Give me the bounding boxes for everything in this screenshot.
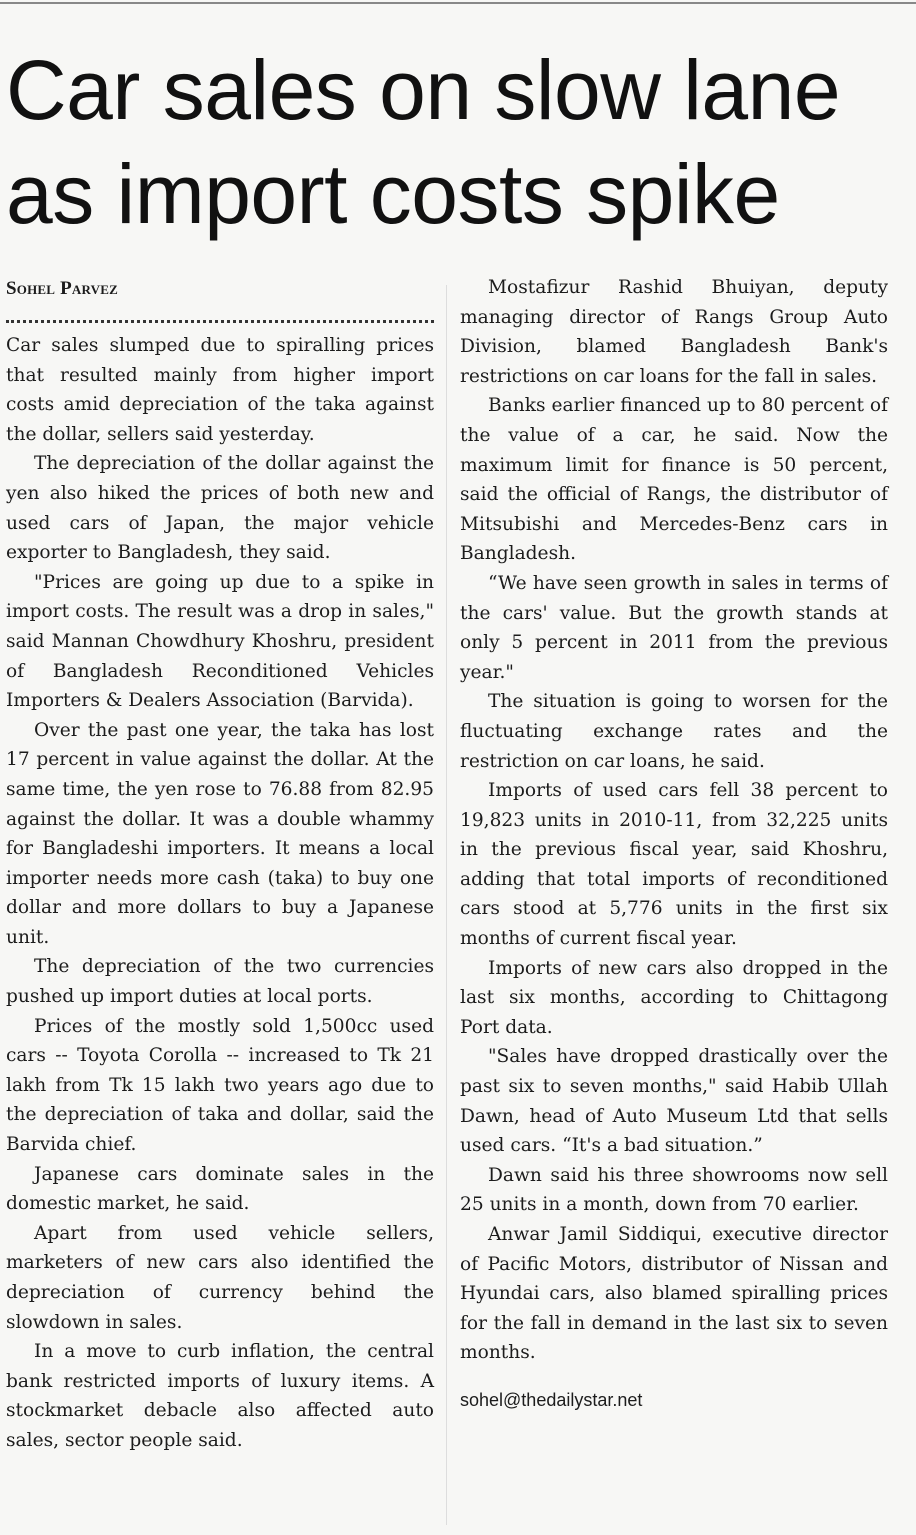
dotted-divider [6,320,434,323]
paragraph: Apart from used vehicle sellers, marketers of new cars also identified the depreciation of currency behind the slowdown in sales. [6,1222,434,1333]
paragraph: Imports of used cars fell 38 percent to 19,823 units in 2010-11, from 32,225 units in the previous fiscal year, said Khoshru, adding that total imports of reconditioned cars stood at 5,776 units in the first six months of current fiscal year. [460,780,888,950]
paragraph: Imports of new cars also dropped in the last six months, according to Chittagong Port data. [460,957,888,1038]
paragraph: The depreciation of the two currencies pushed up import duties at local ports. [6,956,434,1008]
paragraph: Car sales slumped due to spiralling prices that resulted mainly from higher import costs amid depreciation of the taka against the dollar, sellers said yesterday. [6,335,434,445]
paragraph: "Sales have dropped drastically over the past six to seven months," said Habib Ullah Dawn, head of Auto Museum Ltd that sells used cars. “It's a bad situation.” [460,1046,888,1157]
paragraph: Prices of the mostly sold 1,500cc used cars -- Toyota Corolla -- increased to Tk 21 lakh from Tk 15 lakh two years ago due to the depreciation of taka and dollar, said the Barvida chief. [6,1015,434,1156]
headline-line-1: Car sales on slow lane [6,43,841,137]
byline: Sohel Parvez [6,278,118,299]
paragraph: Banks earlier financed up to 80 percent of the value of a car, he said. Now the maximum limit for finance is 50 percent, said the official of Rangs, the distributor of Mitsubishi and Mercedes-Benz cars in Bangladesh. [460,395,888,565]
author-email: sohel@thedailystar.net [460,1389,643,1410]
paragraph: "Prices are going up due to a spike in import costs. The result was a drop in sales," said Mannan Chowdhury Khoshru, president of Bangladesh Reconditioned Vehicles Importers & Dealers Association (Barvida). [6,571,434,712]
paragraph: The depreciation of the dollar against the yen also hiked the prices of both new and used cars of Japan, the major vehicle exporter to Bangladesh, they said. [6,453,434,564]
headline-line-2: as import costs spike [6,147,780,241]
headline [6,38,911,246]
paragraph: Dawn said his three showrooms now sell 25 units in a month, down from 70 earlier. [460,1164,888,1216]
right-column [460,273,888,1416]
left-column [6,274,434,1456]
paragraph: In a move to curb inflation, the central bank restricted imports of luxury items. A stockmarket debacle also affected auto sales, sector people said. [6,1341,434,1451]
column-gutter [446,285,447,1525]
paragraph: Mostafizur Rashid Bhuiyan, deputy managing director of Rangs Group Auto Division, blamed Bangladesh Bank's restrictions on car loans for the fall in sales. [460,277,888,387]
paragraph: Anwar Jamil Siddiqui, executive director of Pacific Motors, distributor of Nissan and Hyundai cars, also blamed spiralling prices for the fall in demand in the last six to seven months. [460,1224,888,1364]
paragraph: Japanese cars dominate sales in the domestic market, he said. [6,1163,434,1215]
paragraph: Over the past one year, the taka has lost 17 percent in value against the dollar. At the same time, the yen rose to 76.88 from 82.95 against the dollar. It was a double whammy for Bangladeshi importers. It means a local importer needs more cash (taka) to buy one dollar and more dollars to buy a Japanese unit. [6,719,434,948]
top-rule [0,2,916,4]
paragraph: “We have seen growth in sales in terms of the cars' value. But the growth stands at only 5 percent in 2011 from the previous year." [460,572,888,683]
paragraph: The situation is going to worsen for the fluctuating exchange rates and the restriction on car loans, he said. [460,691,888,772]
